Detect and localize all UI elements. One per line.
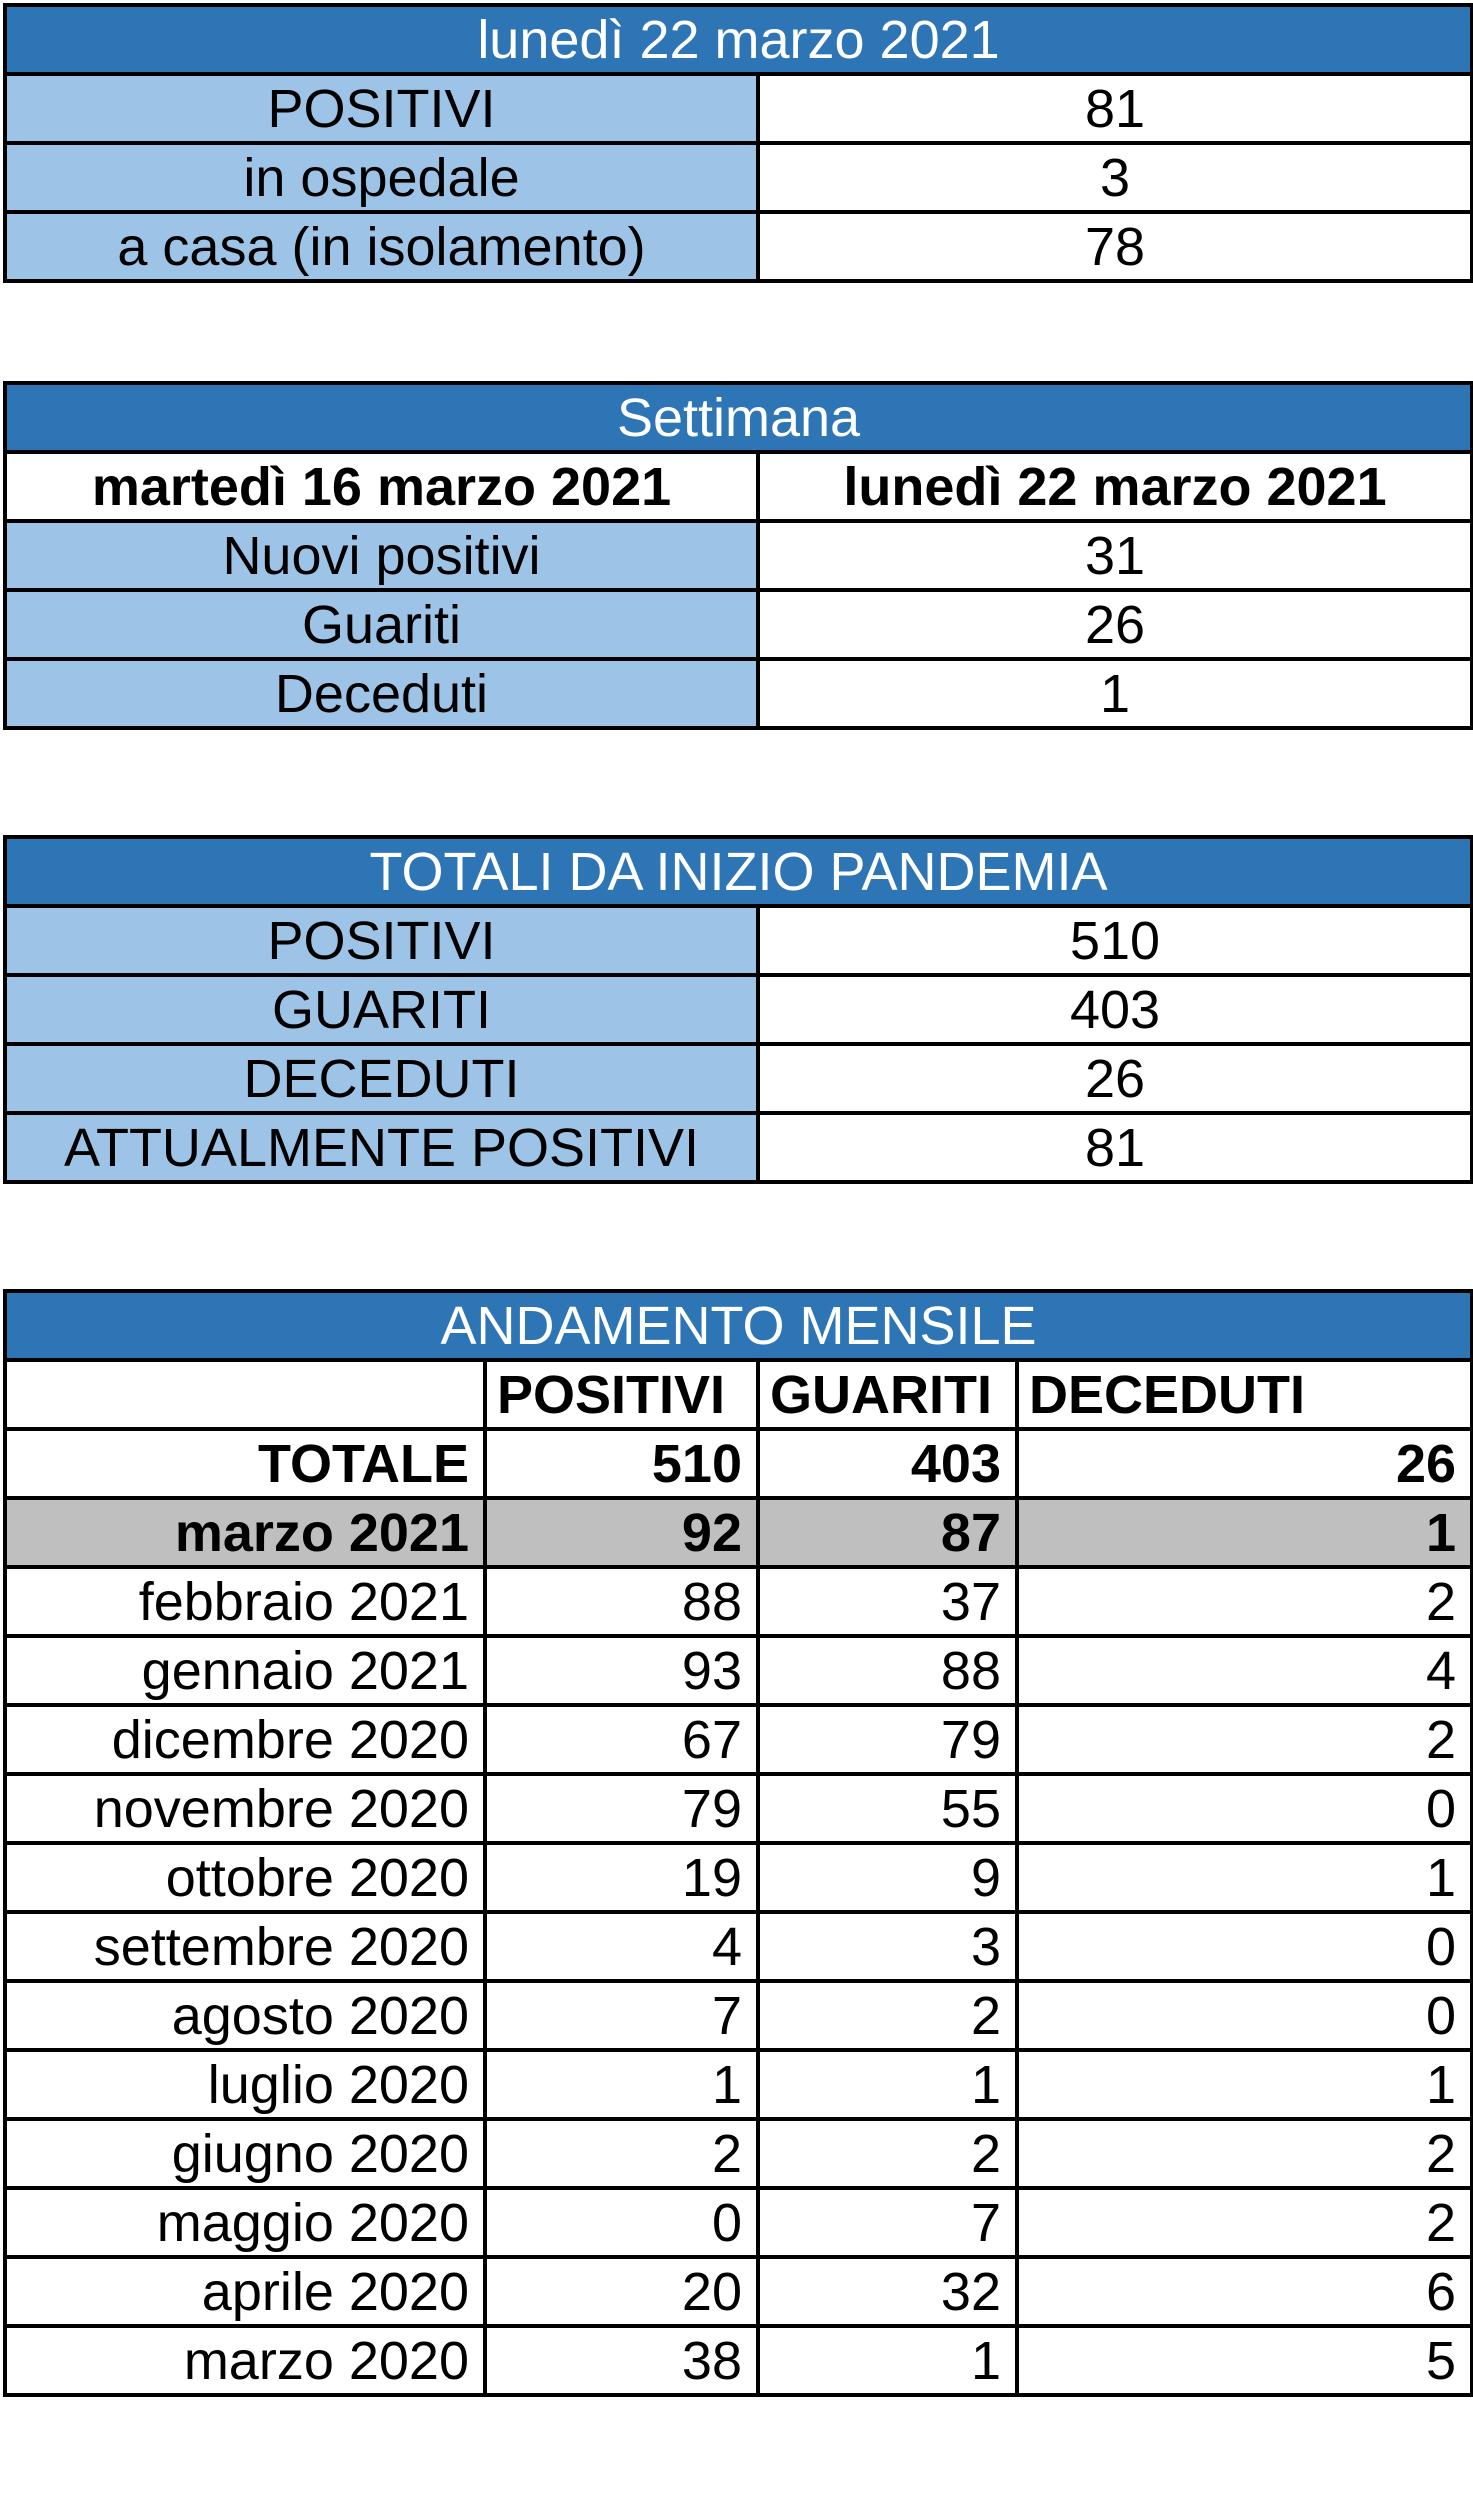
month-label: ottobre 2020 [5,1843,485,1912]
table-row [5,2050,1472,2119]
weekly-value: 26 [758,590,1472,659]
table-row [5,1774,1472,1843]
guariti-value: 55 [758,1774,1017,1843]
deceduti-value: 2 [1017,1705,1472,1774]
guariti-value: 9 [758,1843,1017,1912]
weekly-row-deceduti [5,659,1472,728]
monthly-col-positivi: POSITIVI [485,1360,758,1429]
weekly-row-guariti [5,590,1472,659]
weekly-row-nuovi [5,521,1472,590]
daily-value: 78 [758,212,1472,281]
totals-title: TOTALI DA INIZIO PANDEMIA [5,837,1472,906]
totals-label: DECEDUTI [5,1044,758,1113]
positivi-value: 2 [485,2119,758,2188]
deceduti-value: 6 [1017,2257,1472,2326]
table-row [5,1636,1472,1705]
daily-date-title: lunedì 22 marzo 2021 [5,5,1472,74]
month-label: febbraio 2021 [5,1567,485,1636]
guariti-value: 32 [758,2257,1017,2326]
month-label: marzo 2020 [5,2326,485,2395]
deceduti-value: 0 [1017,1981,1472,2050]
positivi-value: 19 [485,1843,758,1912]
guariti-value: 403 [758,1429,1017,1498]
month-label: novembre 2020 [5,1774,485,1843]
weekly-label: Guariti [5,590,758,659]
guariti-value: 3 [758,1912,1017,1981]
weekly-from-date: martedì 16 marzo 2021 [5,452,758,521]
totals-table [3,835,1473,1184]
deceduti-value: 4 [1017,1636,1472,1705]
monthly-column-headers [5,1360,1472,1429]
positivi-value: 38 [485,2326,758,2395]
table-row [5,2326,1472,2395]
deceduti-value: 0 [1017,1912,1472,1981]
deceduti-value: 5 [1017,2326,1472,2395]
deceduti-value: 26 [1017,1429,1472,1498]
positivi-value: 1 [485,2050,758,2119]
table-row [5,2188,1472,2257]
positivi-value: 92 [485,1498,758,1567]
month-label: settembre 2020 [5,1912,485,1981]
weekly-label: Deceduti [5,659,758,728]
table-row [5,1912,1472,1981]
guariti-value: 2 [758,2119,1017,2188]
totals-value: 26 [758,1044,1472,1113]
totals-row-attualmente [5,1113,1472,1182]
totals-row-guariti [5,975,1472,1044]
deceduti-value: 2 [1017,2119,1472,2188]
deceduti-value: 2 [1017,1567,1472,1636]
daily-value: 3 [758,143,1472,212]
month-label: agosto 2020 [5,1981,485,2050]
positivi-value: 20 [485,2257,758,2326]
guariti-value: 87 [758,1498,1017,1567]
totals-value: 81 [758,1113,1472,1182]
guariti-value: 37 [758,1567,1017,1636]
weekly-value: 1 [758,659,1472,728]
monthly-current-month-row [5,1498,1472,1567]
totals-row-deceduti [5,1044,1472,1113]
month-label: giugno 2020 [5,2119,485,2188]
monthly-col-deceduti: DECEDUTI [1017,1360,1472,1429]
weekly-table [3,381,1473,730]
month-label: dicembre 2020 [5,1705,485,1774]
weekly-value: 31 [758,521,1472,590]
table-row [5,1705,1472,1774]
table-row [5,2257,1472,2326]
monthly-title: ANDAMENTO MENSILE [5,1291,1472,1360]
daily-row-positivi [5,74,1472,143]
totals-value: 510 [758,906,1472,975]
guariti-value: 79 [758,1705,1017,1774]
monthly-rows [5,1567,1472,2395]
totals-label: ATTUALMENTE POSITIVI [5,1113,758,1182]
monthly-col-guariti: GUARITI [758,1360,1017,1429]
positivi-value: 4 [485,1912,758,1981]
totals-row-positivi [5,906,1472,975]
positivi-value: 510 [485,1429,758,1498]
daily-label: a casa (in isolamento) [5,212,758,281]
daily-value: 81 [758,74,1472,143]
daily-row-casa [5,212,1472,281]
guariti-value: 88 [758,1636,1017,1705]
guariti-value: 7 [758,2188,1017,2257]
weekly-label: Nuovi positivi [5,521,758,590]
weekly-title: Settimana [5,383,1472,452]
positivi-value: 88 [485,1567,758,1636]
daily-status-table [3,3,1473,283]
deceduti-value: 2 [1017,2188,1472,2257]
month-label: marzo 2021 [5,1498,485,1567]
deceduti-value: 1 [1017,1843,1472,1912]
month-label: luglio 2020 [5,2050,485,2119]
month-label: aprile 2020 [5,2257,485,2326]
weekly-to-date: lunedì 22 marzo 2021 [758,452,1472,521]
totals-value: 403 [758,975,1472,1044]
guariti-value: 1 [758,2050,1017,2119]
monthly-trend-table [3,1289,1473,2397]
month-label: maggio 2020 [5,2188,485,2257]
month-label: TOTALE [5,1429,485,1498]
monthly-col-empty [5,1360,485,1429]
deceduti-value: 0 [1017,1774,1472,1843]
table-row [5,1981,1472,2050]
positivi-value: 67 [485,1705,758,1774]
deceduti-value: 1 [1017,2050,1472,2119]
daily-label: in ospedale [5,143,758,212]
monthly-total-row [5,1429,1472,1498]
positivi-value: 0 [485,2188,758,2257]
guariti-value: 1 [758,2326,1017,2395]
daily-row-ospedale [5,143,1472,212]
totals-label: GUARITI [5,975,758,1044]
table-row [5,2119,1472,2188]
positivi-value: 79 [485,1774,758,1843]
guariti-value: 2 [758,1981,1017,2050]
weekly-date-range [5,452,1472,521]
positivi-value: 93 [485,1636,758,1705]
totals-label: POSITIVI [5,906,758,975]
table-row [5,1567,1472,1636]
positivi-value: 7 [485,1981,758,2050]
month-label: gennaio 2021 [5,1636,485,1705]
table-row [5,1843,1472,1912]
deceduti-value: 1 [1017,1498,1472,1567]
daily-label: POSITIVI [5,74,758,143]
